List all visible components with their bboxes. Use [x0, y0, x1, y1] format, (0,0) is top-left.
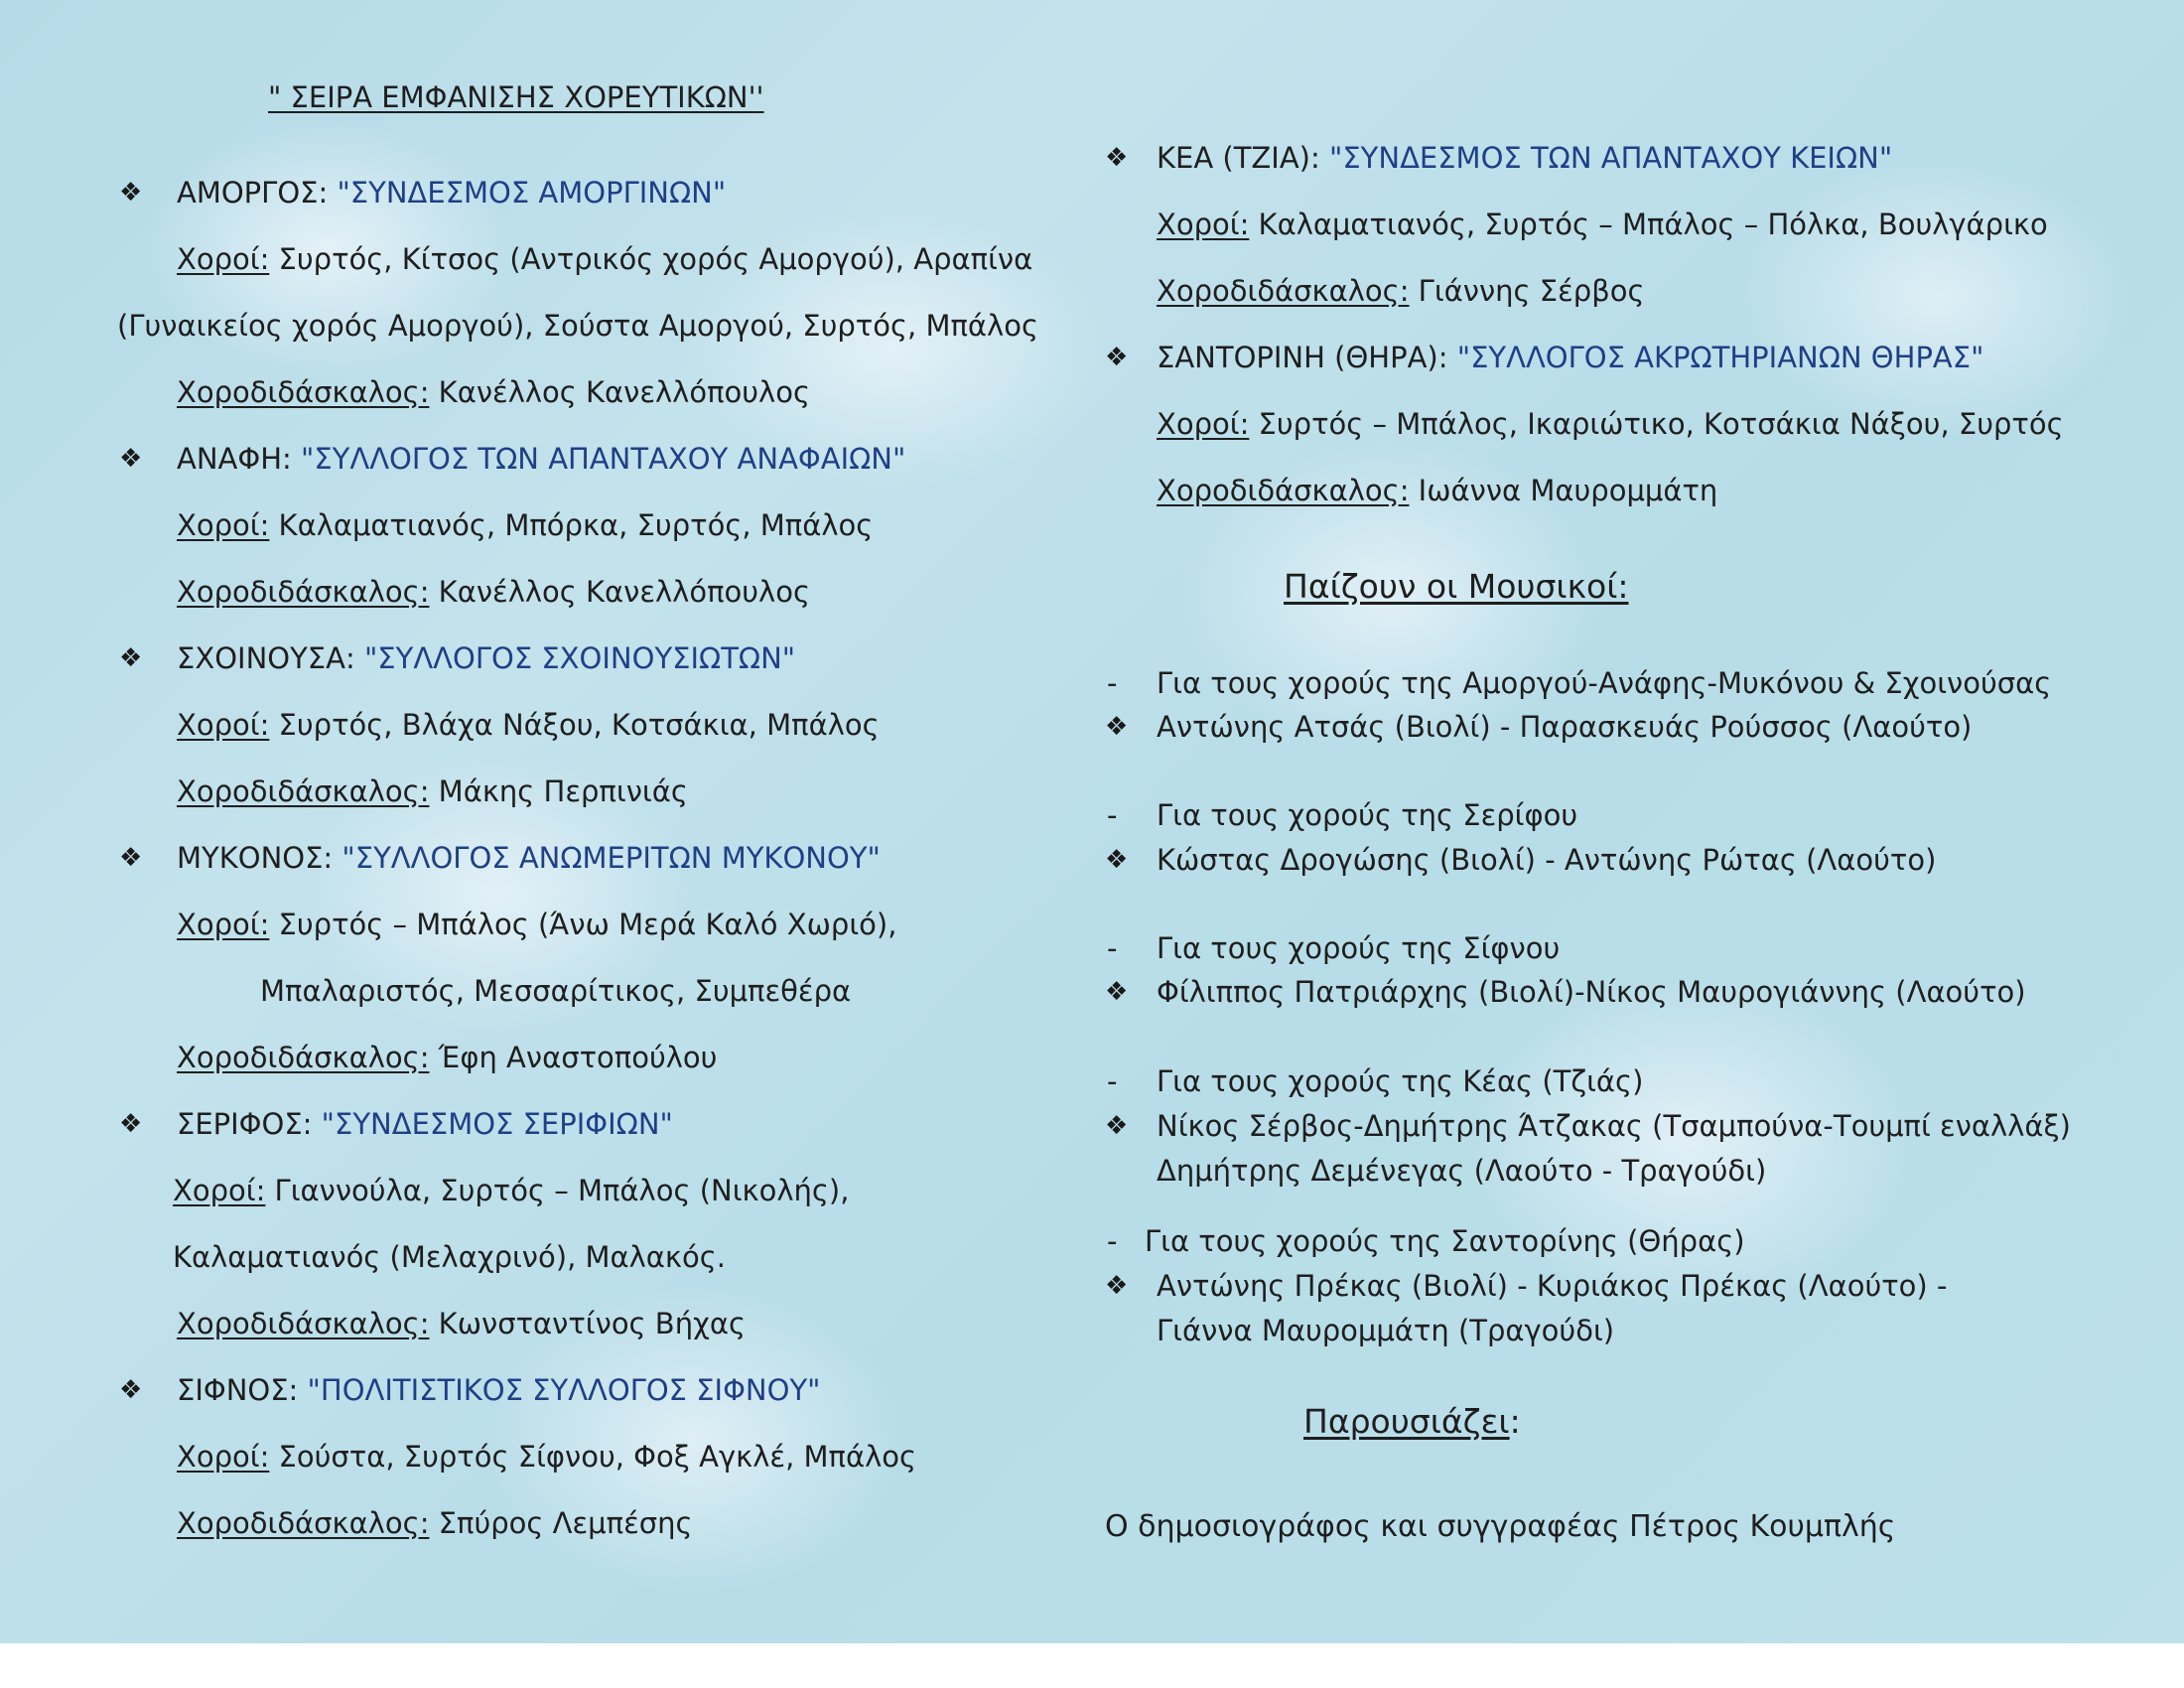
place-name: ΑΜΟΡΓΟΣ: — [177, 176, 338, 210]
musicians-heading — [1284, 569, 1629, 605]
dances-label: Χοροί: — [177, 508, 270, 542]
musicians-players-line: Αντώνης Ατσάς (Βιολί) - Παρασκευάς Ρούσσος (Λαούτο) — [1157, 710, 1973, 744]
teacher-name: Κωνσταντίνος Βήχας — [429, 1307, 746, 1340]
teacher-name: Μάκης Περπινιάς — [429, 774, 688, 808]
dances-text: Γιαννούλα, Συρτός – Μπάλος (Νικολής), — [265, 1174, 850, 1207]
bullet-icon: ❖ — [119, 843, 143, 873]
dances-text: Συρτός, Βλάχα Νάξου, Κοτσάκια, Μπάλος — [269, 708, 880, 742]
musicians-players-line-continued: Δημήτρης Δεμένεγας (Λαούτο - Τραγούδι) — [1157, 1154, 1767, 1188]
club-name: "ΣΥΝΔΕΣΜΟΣ ΑΜΟΡΓΙΝΩΝ" — [337, 176, 727, 210]
teacher-name: Γιάννης Σέρβος — [1409, 274, 1645, 308]
dances-line — [177, 241, 1032, 277]
group-schinoussa-heading — [177, 640, 795, 676]
dances-line — [177, 507, 873, 543]
dances-label: Χοροί: — [177, 242, 270, 276]
dances-line-continued: Καλαματιανός (Μελαχρινό), Μαλακός. — [173, 1240, 726, 1274]
bullet-icon: ❖ — [119, 1375, 143, 1405]
presenter-name: Ο δημοσιογράφος και συγγραφέας Πέτρος Κουμπλής — [1105, 1509, 1896, 1544]
bullet-icon: ❖ — [1105, 1271, 1129, 1301]
teacher-label: Χοροδιδάσκαλος: — [177, 1506, 430, 1540]
bullet-icon: ❖ — [119, 643, 143, 673]
teacher-line — [177, 374, 810, 410]
club-name: "ΣΥΛΛΟΓΟΣ ΣΧΟΙΝΟΥΣΙΩΤΩΝ" — [363, 641, 796, 675]
teacher-label: Χοροδιδάσκαλος: — [177, 375, 430, 409]
teacher-name: Κανέλλος Κανελλόπουλος — [429, 575, 810, 609]
teacher-name: Έφη Αναστοπούλου — [429, 1041, 718, 1074]
dash-marker: - — [1107, 666, 1118, 700]
club-name: "ΣΥΝΔΕΣΜΟΣ ΣΕΡΙΦΙΩΝ" — [321, 1107, 673, 1141]
teacher-label: Χοροδιδάσκαλος: — [1157, 274, 1410, 308]
dances-line — [173, 1173, 849, 1208]
dash-marker: - — [1107, 1064, 1118, 1098]
dances-text: Καλαματιανός, Συρτός – Μπάλος – Πόλκα, Βουλγάρικο — [1249, 208, 2048, 241]
dances-label: Χοροί: — [173, 1174, 266, 1207]
teacher-label: Χοροδιδάσκαλος: — [177, 1041, 430, 1074]
place-name: ΚΕΑ (ΤΖΙΑ): — [1157, 141, 1329, 175]
teacher-line — [177, 1505, 693, 1541]
club-name: "ΠΟΛΙΤΙΣΤΙΚΟΣ ΣΥΛΛΟΓΟΣ ΣΙΦΝΟΥ" — [307, 1373, 821, 1407]
dances-line-continued: (Γυναικείος χορός Αμοργού), Σούστα Αμοργού, Συρτός, Μπάλος — [117, 309, 1038, 343]
group-kea-heading — [1157, 140, 1892, 176]
place-name: ΣΙΦΝΟΣ: — [177, 1373, 308, 1407]
place-name: ΣΧΟΙΝΟΥΣΑ: — [177, 641, 364, 675]
dances-text: Σούστα, Συρτός Σίφνου, Φοξ Αγκλέ, Μπάλος — [269, 1440, 917, 1474]
dash-marker: - — [1107, 798, 1118, 832]
dances-label: Χοροί: — [1157, 208, 1250, 241]
club-name: "ΣΥΝΔΕΣΜΟΣ ΤΩΝ ΑΠΑΝΤΑΧΟΥ ΚΕΙΩΝ" — [1329, 141, 1893, 175]
bullet-icon: ❖ — [1105, 1111, 1129, 1141]
teacher-line — [177, 1306, 746, 1341]
musicians-players-line: Φίλιππος Πατριάρχης (Βιολί)-Νίκος Μαυρογιάννης (Λαούτο) — [1157, 975, 2026, 1009]
group-serifos-heading — [177, 1106, 673, 1142]
dances-label: Χοροί: — [1157, 407, 1250, 441]
teacher-line — [177, 574, 810, 610]
musicians-for-line: Για τους χορούς της Σίφνου — [1157, 931, 1561, 965]
dances-line — [1157, 406, 2064, 442]
bullet-icon: ❖ — [1105, 712, 1129, 742]
group-sifnos-heading — [177, 1372, 821, 1408]
teacher-line — [177, 774, 688, 809]
musicians-players-line: Αντώνης Πρέκας (Βιολί) - Κυριάκος Πρέκας (Λαούτο) - — [1157, 1269, 1948, 1303]
teacher-label: Χοροδιδάσκαλος: — [1157, 474, 1410, 507]
musicians-for-line: Για τους χορούς της Σερίφου — [1157, 798, 1578, 832]
dances-line-continued: Μπαλαριστός, Μεσσαρίτικος, Συμπεθέρα — [260, 974, 852, 1008]
bullet-icon: ❖ — [1105, 845, 1129, 875]
group-santorini-heading — [1157, 340, 1983, 375]
bullet-icon: ❖ — [1105, 977, 1129, 1007]
group-amorgos-heading — [177, 175, 726, 211]
club-name: "ΣΥΛΛΟΓΟΣ ΤΩΝ ΑΠΑΝΤΑΧΟΥ ΑΝΑΦΑΙΩΝ" — [301, 442, 906, 476]
dances-text: Συρτός – Μπάλος, Ικαριώτικο, Κοτσάκια Νάξου, Συρτός — [1249, 407, 2064, 441]
musicians-players-line-continued: Γιάννα Μαυρομμάτη (Τραγούδι) — [1157, 1314, 1615, 1347]
teacher-line — [177, 1040, 717, 1075]
place-name: ΣΕΡΙΦΟΣ: — [177, 1107, 322, 1141]
dances-label: Χοροί: — [177, 708, 270, 742]
teacher-label: Χοροδιδάσκαλος: — [177, 774, 430, 808]
place-name: ΜΥΚΟΝΟΣ: — [177, 841, 342, 875]
dances-line — [1157, 207, 2048, 242]
group-anafi-heading — [177, 441, 905, 477]
club-name: "ΣΥΛΛΟΓΟΣ ΑΝΩΜΕΡΙΤΩΝ ΜΥΚΟΝΟΥ" — [341, 841, 881, 875]
musicians-heading-text: Παίζουν οι Μουσικοί: — [1284, 567, 1629, 606]
dash-marker: - — [1107, 1224, 1118, 1258]
bullet-icon: ❖ — [119, 1109, 143, 1139]
dash-marker: - — [1107, 931, 1118, 965]
group-mykonos-heading — [177, 840, 881, 876]
dances-label: Χοροί: — [177, 908, 270, 941]
dances-label: Χοροί: — [177, 1440, 270, 1474]
presenter-heading — [1303, 1404, 1521, 1440]
bullet-icon: ❖ — [119, 178, 143, 208]
bullet-icon: ❖ — [1105, 343, 1129, 372]
teacher-line — [1157, 473, 1717, 508]
dances-line — [177, 1439, 916, 1475]
teacher-line — [1157, 273, 1644, 309]
bullet-icon: ❖ — [1105, 143, 1129, 173]
musicians-players-line: Κώστας Δρογώσης (Βιολί) - Αντώνης Ρώτας (Λαούτο) — [1157, 843, 1937, 877]
dances-text: Συρτός, Κίτσος (Αντρικός χορός Αμοργού), Αραπίνα — [269, 242, 1033, 276]
dances-text: Συρτός – Μπάλος (Άνω Μερά Καλό Χωριό), — [269, 908, 897, 941]
teacher-name: Κανέλλος Κανελλόπουλος — [429, 375, 810, 409]
musicians-players-line: Νίκος Σέρβος-Δημήτρης Άτζακας (Τσαμπούνα-Τουμπί εναλλάξ) — [1157, 1109, 2071, 1143]
dances-line — [177, 707, 880, 743]
program-title-text: " ΣΕΙΡΑ ΕΜΦΑΝΙΣΗΣ ΧΟΡΕΥΤΙΚΩΝ'' — [268, 80, 764, 114]
dances-line — [177, 907, 896, 942]
musicians-for-line: Για τους χορούς της Σαντορίνης (Θήρας) — [1145, 1224, 1745, 1258]
teacher-label: Χοροδιδάσκαλος: — [177, 575, 430, 609]
presenter-heading-colon: : — [1509, 1402, 1521, 1441]
teacher-name: Ιωάννα Μαυρομμάτη — [1409, 474, 1718, 507]
teacher-label: Χοροδιδάσκαλος: — [177, 1307, 430, 1340]
musicians-for-line: Για τους χορούς της Κέας (Τζιάς) — [1157, 1064, 1644, 1098]
teacher-name: Σπύρος Λεμπέσης — [429, 1506, 693, 1540]
club-name: "ΣΥΛΛΟΓΟΣ ΑΚΡΩΤΗΡΙΑΝΩΝ ΘΗΡΑΣ" — [1456, 341, 1984, 374]
place-name: ΣΑΝΤΟΡΙΝΗ (ΘΗΡΑ): — [1157, 341, 1457, 374]
program-title — [268, 79, 764, 115]
place-name: ΑΝΑΦΗ: — [177, 442, 301, 476]
musicians-for-line: Για τους χορούς της Αμοργού-Ανάφης-Μυκόνου & Σχοινούσας — [1157, 666, 2052, 700]
dances-text: Καλαματιανός, Μπόρκα, Συρτός, Μπάλος — [269, 508, 874, 542]
bullet-icon: ❖ — [119, 444, 143, 474]
presenter-heading-text: Παρουσιάζει — [1303, 1402, 1510, 1441]
